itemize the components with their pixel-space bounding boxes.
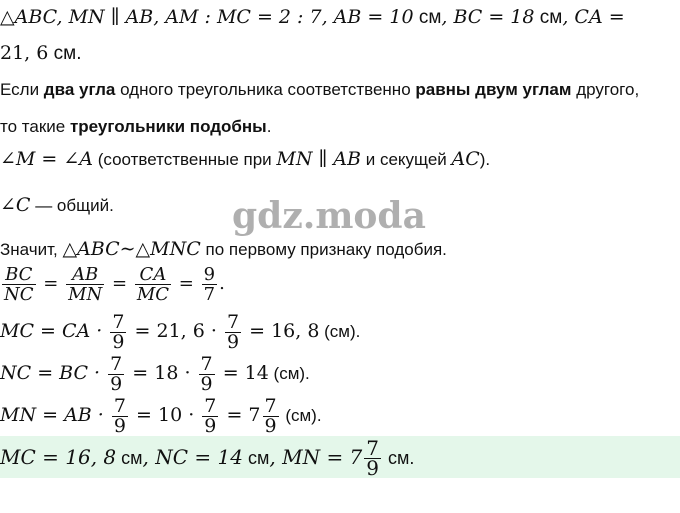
given-unit3: см. bbox=[53, 43, 82, 64]
fraction: $\frac{AB}{MN}$ bbox=[68, 263, 103, 305]
fraction: $\frac{7}{9}$ bbox=[226, 310, 240, 353]
rule-line-2 bbox=[0, 116, 271, 138]
given-part3: , CA = bbox=[562, 6, 625, 28]
given-line-2 bbox=[0, 42, 81, 65]
rule-text: Если bbox=[0, 80, 44, 99]
fraction: $\frac{7}{9}$ bbox=[264, 394, 277, 437]
given-line-1 bbox=[0, 6, 625, 29]
mn-calc-line: MN = AB · $\frac{7}{9}$ = 10 · $\frac{7}{9}$ = 7 $\frac{7}{9}$ (см). bbox=[0, 394, 322, 437]
rule-text: . bbox=[266, 117, 272, 136]
fraction: $\frac{CA}{MC}$ bbox=[136, 263, 170, 305]
given-unit2: см bbox=[539, 7, 563, 28]
conclusion-text: Значит, bbox=[0, 240, 63, 259]
given-part4: 21, 6 bbox=[0, 42, 49, 64]
given-part2: , BC = 18 bbox=[441, 6, 535, 28]
ratio-line: $\frac{BC}{NC}$ = $\frac{AB}{MN}$ = $\frac{CA}{MC}$ = $\frac{9}{7}$ . bbox=[4, 263, 225, 305]
angle-math: AC bbox=[451, 148, 480, 170]
mc-calc-line: MC = CA · $\frac{7}{9}$ = 21, 6 · $\frac{7}{9}$ = 16, 8 (см). bbox=[0, 310, 361, 353]
fraction: $\frac{BC}{NC}$ bbox=[4, 263, 34, 305]
conclusion-line bbox=[0, 238, 447, 261]
rule-text: то такие bbox=[0, 117, 70, 136]
conclusion-math: △ABC∼△MNC bbox=[62, 238, 201, 260]
angle-text: — общий. bbox=[30, 196, 114, 215]
fraction: $\frac{7}{9}$ bbox=[113, 394, 126, 437]
answer-line: MC = 16, 8 см, NC = 14 см, MN = 7 $\frac{7}{9}$ см. bbox=[0, 436, 415, 480]
given-unit1: см bbox=[418, 7, 442, 28]
fraction: $\frac{7}{9}$ bbox=[110, 352, 123, 395]
angle-text: и секущей bbox=[361, 150, 452, 169]
angle-text: ). bbox=[479, 150, 491, 169]
angle-math: MN ∥ AB bbox=[276, 148, 361, 170]
rule-text: одного треугольника соответственно bbox=[115, 80, 416, 99]
rule-text: другого, bbox=[571, 80, 640, 99]
fraction: $\frac{7}{9}$ bbox=[200, 352, 213, 395]
angle-math: ∠M = ∠A bbox=[0, 148, 94, 170]
conclusion-text: по первому признаку подобия. bbox=[200, 240, 447, 259]
nc-calc-line: NC = BC · $\frac{7}{9}$ = 18 · $\frac{7}{9}$ = 14 (см). bbox=[0, 352, 310, 395]
rule-bold: два угла bbox=[43, 80, 116, 99]
angle-text: (соответственные при bbox=[93, 150, 277, 169]
rule-line-1 bbox=[0, 79, 639, 101]
rule-bold: треугольники подобны bbox=[69, 117, 267, 136]
fraction: $\frac{7}{9}$ bbox=[112, 310, 125, 353]
watermark-logo: gdz.moda bbox=[232, 195, 426, 237]
given-part1: △ABC, MN ∥ AB, AM : MC = 2 : 7, AB = 10 bbox=[0, 6, 414, 28]
common-angle-line bbox=[0, 194, 114, 217]
fraction: $\frac{7}{9}$ bbox=[366, 436, 380, 480]
fraction: $\frac{9}{7}$ bbox=[203, 263, 216, 305]
angle-math: ∠C bbox=[0, 194, 31, 216]
fraction: $\frac{7}{9}$ bbox=[204, 394, 217, 437]
rule-bold: равны двум углам bbox=[415, 80, 572, 99]
angle-equal-line bbox=[0, 148, 490, 171]
